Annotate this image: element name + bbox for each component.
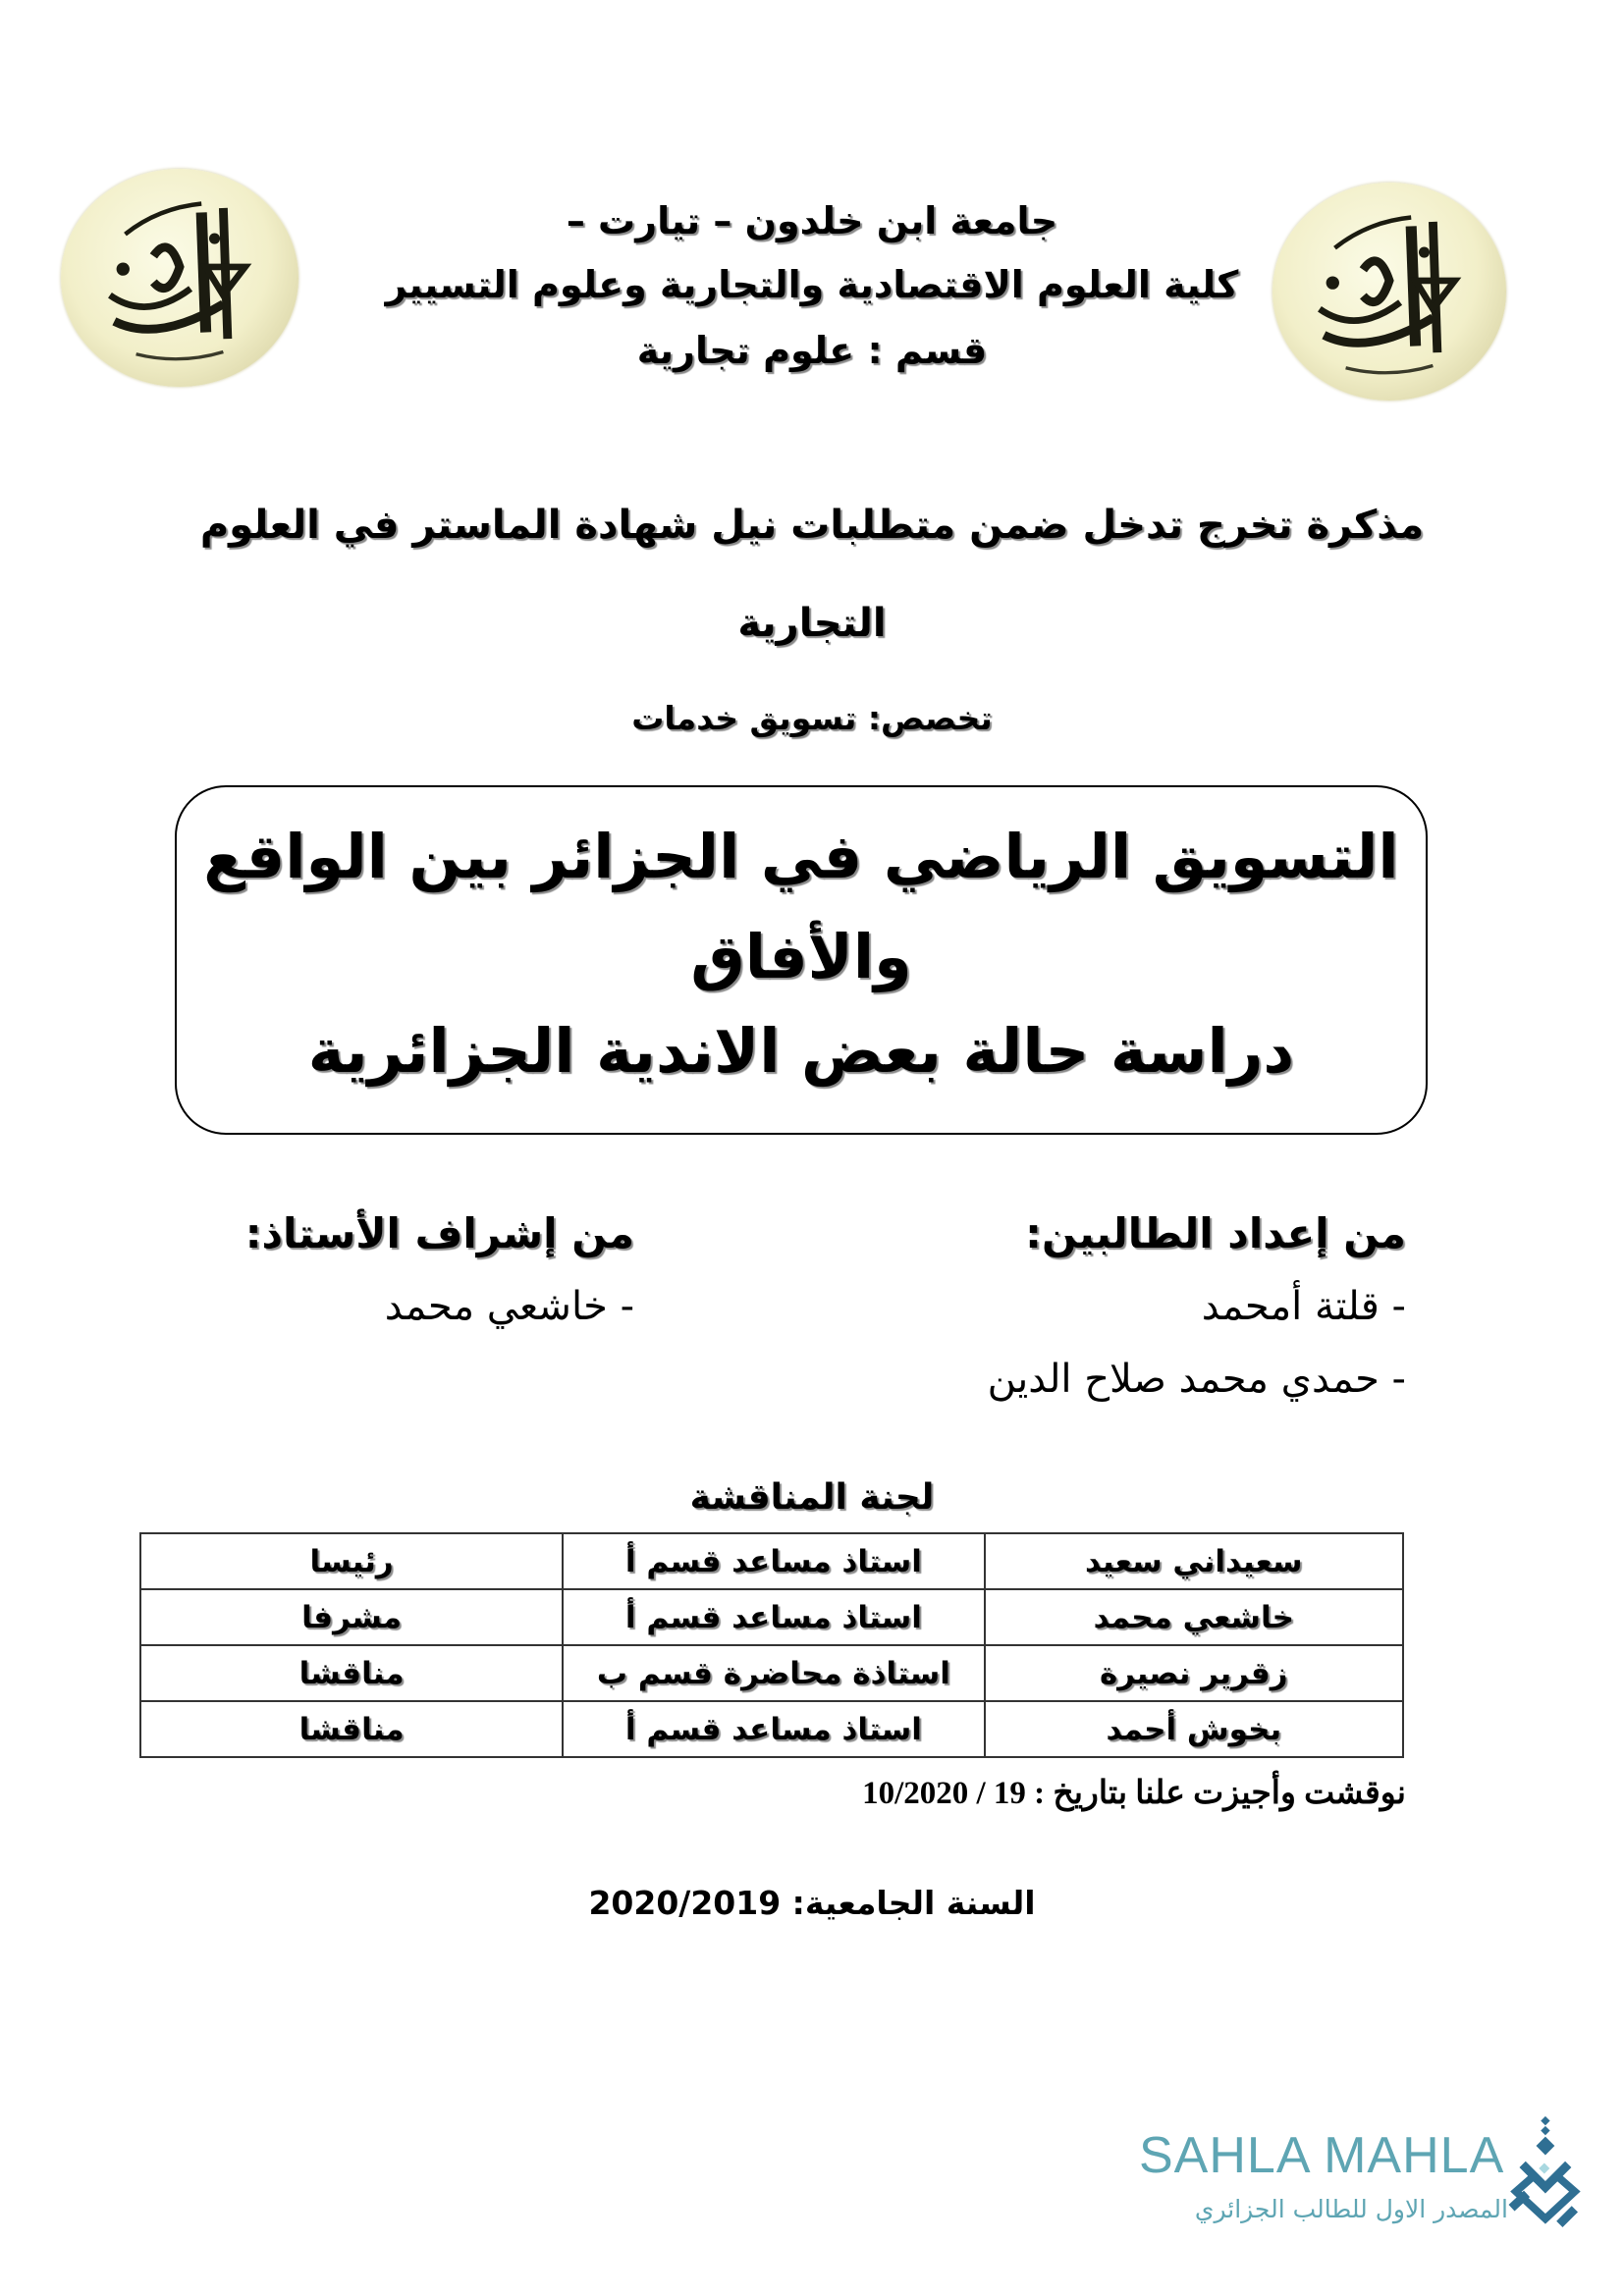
faculty-name: كلية العلوم الاقتصادية والتجارية وعلوم التسيير (385, 263, 1239, 306)
table-row (140, 1645, 1403, 1701)
member-role: مناقشا (140, 1645, 563, 1701)
member-role: رئيسا (140, 1533, 563, 1589)
member-name: بخوش أحمد (985, 1701, 1403, 1757)
thesis-subtitle: دراسة حالة بعض الاندية الجزائرية (307, 1015, 1295, 1087)
member-rank: استاذ مساعد قسم أ (563, 1589, 984, 1645)
thesis-title-line1: التسويق الرياضي في الجزائر بين الواقع (203, 821, 1399, 892)
table-row (140, 1701, 1403, 1757)
watermark-tagline: المصدر الاول للطالب الجزائري (1194, 2195, 1508, 2223)
thesis-title-line2: والأفاق (690, 921, 912, 992)
memo-description-line1: مذكرة تخرج تدخل ضمن متطلبات نيل شهادة الماستر في العلوم (199, 503, 1425, 548)
member-rank: استاذة محاضرة قسم ب (563, 1645, 984, 1701)
memo-description-line2: التجارية (737, 601, 887, 646)
university-name: جامعة ابن خلدون – تيارت – (566, 199, 1058, 242)
academic-year: السنة الجامعية: 2020/2019 (588, 1884, 1036, 1922)
specialty: تخصص: تسويق خدمات (631, 699, 993, 737)
member-rank: استاذ مساعد قسم أ (563, 1701, 984, 1757)
committee-table (139, 1532, 1404, 1758)
committee-title: لجنة المناقشة (689, 1477, 935, 1518)
member-name: زقرير نصيرة (985, 1645, 1403, 1701)
watermark-brand: SAHLA MAHLA (1139, 2127, 1505, 2184)
sahla-mahla-logo-icon (1508, 2115, 1624, 2235)
member-name: سعيداني سعيد (985, 1533, 1403, 1589)
supervisor-heading: من إشراف الأستاذ: (244, 1209, 634, 1257)
supervisor-name: - خاشعي محمد (384, 1284, 634, 1329)
table-row (140, 1533, 1403, 1589)
member-name: خاشعي محمد (985, 1589, 1403, 1645)
member-rank: استاذ مساعد قسم أ (563, 1533, 984, 1589)
table-row (140, 1589, 1403, 1645)
defense-date: نوقشت وأجيزت علنا بتاريخ : 19 / 10/2020 (862, 1776, 1406, 1811)
student-name: - حمدي محمد صلاح الدين (987, 1357, 1406, 1402)
department-name: قسم : علوم تجارية (636, 329, 988, 372)
student-name: - قلتة أمحمد (1201, 1284, 1406, 1329)
students-heading: من إعداد الطالبين: (1025, 1209, 1406, 1257)
member-role: مناقشا (140, 1701, 563, 1757)
member-role: مشرفا (140, 1589, 563, 1645)
